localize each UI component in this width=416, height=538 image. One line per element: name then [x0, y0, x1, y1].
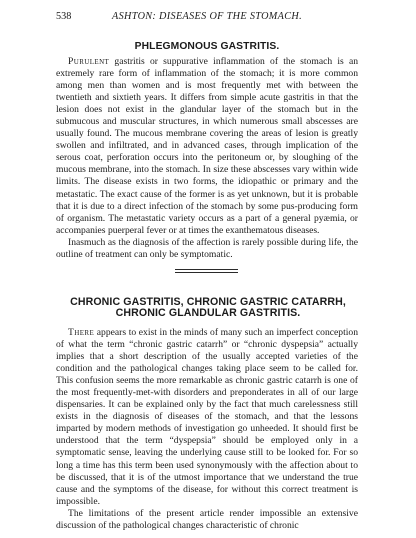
- paragraph: Inasmuch as the diagnosis of the affection is rarely possible during life, the outline of treatment can only be symptomatic.: [56, 236, 358, 260]
- section-heading-chronic-gastritis-line1: CHRONIC GASTRITIS, CHRONIC GASTRIC CATARRH,: [70, 296, 346, 308]
- section-divider-rule: [175, 272, 238, 273]
- paragraph: [56, 327, 358, 508]
- paragraph-text: gastritis or suppurative inflammation of the stomach is an extremely rare form of inflammation of the stomach; it is more common among men than women and is most frequently met with between the twentieth and sixtieth years. It differs from simple acute gastritis in that the lesion does not exist in the glandular layer of the stomach but in the submucous and muscular structures, in which numerous small abscesses are usually found. The mucous membrane covering the areas of lesion is greatly swollen and infiltrated, and in advanced cases, through implication of the serous coat, perforation occurs into the peritoneum or, by sloughing of the mucous membrane, into the stomach. In size these abscesses vary within wide limits. The disease exists in two forms, the idiopathic or primary and the metastatic. The exact cause of the former is as yet unknown, but it is probable that it is due to a direct infection of the stomach by some pus-producing form of organism. The metastatic variety occurs as a part of a general pyæmia, or accompanies puerperal fever or at times the exanthematous diseases.: [56, 56, 358, 236]
- section-divider-rule: [175, 269, 238, 270]
- section-heading-phlegmonous-gastritis: PHLEGMONOUS GASTRITIS.: [134, 41, 280, 52]
- paragraph: The limitations of the present article render impossible an extensive discussion of the pathological changes characteristic of chronic: [56, 507, 358, 531]
- section-body-phlegmonous: [56, 56, 358, 261]
- paragraph-text: appears to exist in the minds of many such an imperfect conception of what the term “chronic gastric catarrh” or “chronic dyspepsia” actually implies that a short description of the usually accepted varieties of the condition and the pathological changes taking place seem to be called for. This confusion seems the more remarkable as chronic gastric catarrh is one of the most frequently-met-with disorders and preponderates in all of our large dispensaries. It can be explained only by the fact that much carelessness still exists in the diagnosis of diseases of the stomach, and that the lessons imparted by modern methods of investigation go unheeded. It should first be understood that the term “dyspepsia” should be employed only in a symptomatic sense, leaving the underlying cause still to be looked for. For so long a time has this term been used synonymously with the affection about to be discussed, that it is of the utmost importance that we understand the true cause and the symptoms of the disease, for without this correct treatment is impossible.: [56, 327, 358, 507]
- page-number: 538: [56, 11, 72, 22]
- running-head-title: ASHTON: DISEASES OF THE STOMACH.: [112, 11, 302, 22]
- running-head: [56, 10, 358, 24]
- section-body-chronic-gastritis: [56, 327, 358, 532]
- paragraph-lead-word: There: [68, 327, 95, 338]
- paragraph-lead-word: Purulent: [68, 56, 110, 67]
- section-heading-chronic-gastritis-line2: CHRONIC GLANDULAR GASTRITIS.: [115, 307, 301, 319]
- paragraph: [56, 56, 358, 237]
